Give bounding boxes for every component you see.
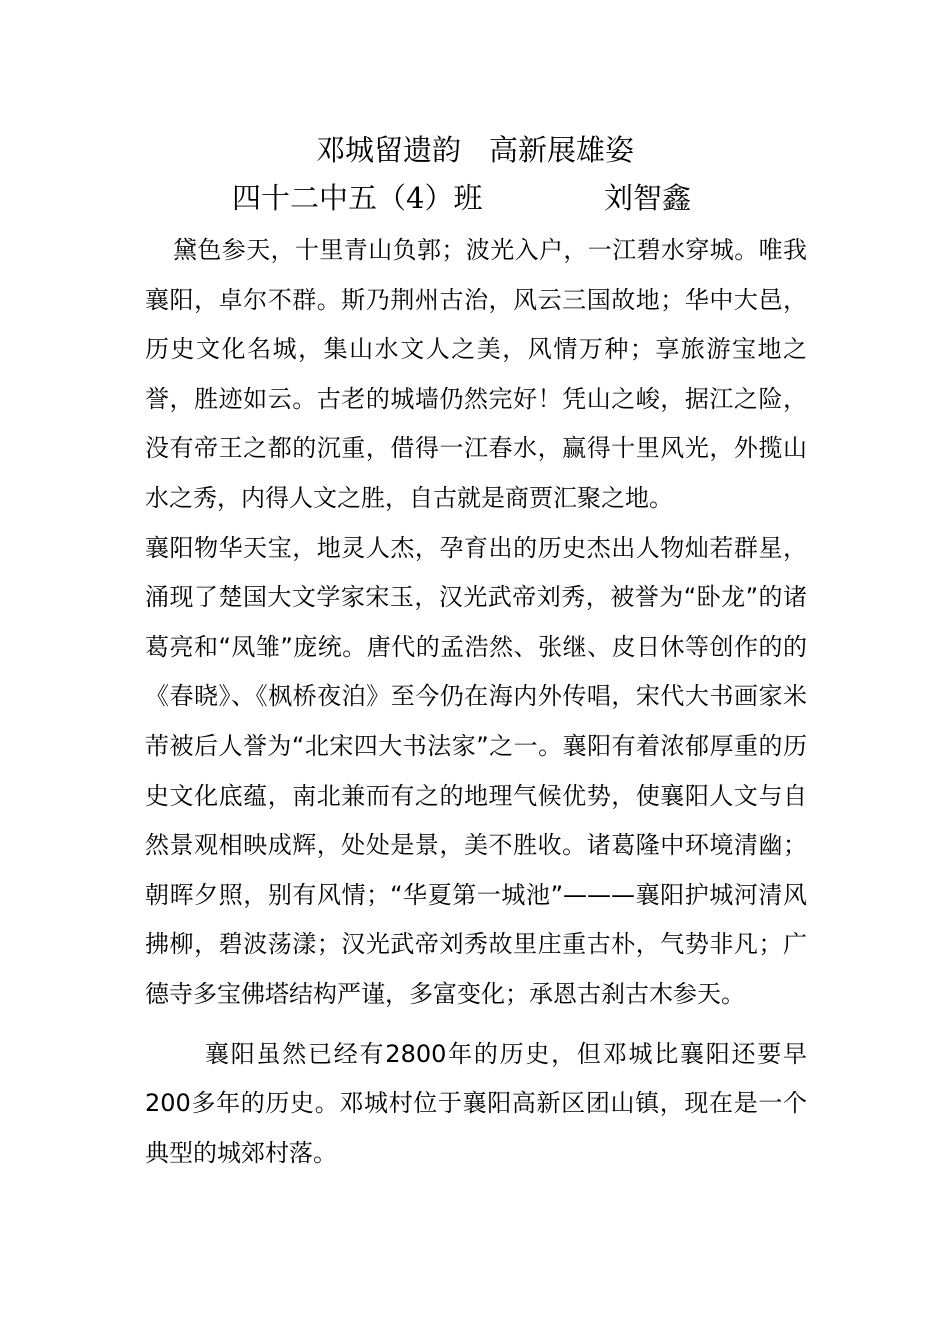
title-part-1: 邓城留遗韵 bbox=[315, 133, 461, 167]
document-body bbox=[145, 226, 807, 1178]
document-title bbox=[0, 132, 950, 168]
paragraph-1: 黛色参天，十里青山负郭；波光入户，一江碧水穿城。唯我襄阳，卓尔不群。斯乃荆州古治，风云三国故地；华中大邑，历史文化名城，集山水文人之美，风情万种；享旅游宝地之誉，胜迹如云。古老的城墙仍然完好！凭山之峻，据江之险，没有帝王之都的沉重，借得一江春水，赢得十里风光，外揽山水之秀，内得人文之胜，自古就是商贾汇聚之地。 bbox=[145, 236, 807, 512]
paragraph-3: 襄阳虽然已经有2800年的历史，但邓城比襄阳还要早200多年的历史。邓城村位于襄阳高新区团山镇，现在是一个典型的城郊村落。 bbox=[145, 1039, 807, 1167]
paragraph-2: 襄阳物华天宝，地灵人杰，孕育出的历史杰出人物灿若群星，涌现了楚国大文学家宋玉，汉光武帝刘秀，被誉为“卧龙”的诸葛亮和“凤雏”庞统。唐代的孟浩然、张继、皮日休等创作的的《春晓》、《枫桥夜泊》至今仍在海内外传唱，宋代大书画家米芾被后人誉为“北宋四大书法家”之一。襄阳有着浓郁厚重的历史文化底蕴，南北兼而有之的地理气候优势，使襄阳人文与自然景观相映成辉，处处是景，美不胜收。诸葛隆中环境清幽；朝晖夕照，别有风情；“华夏第一城池”———襄阳护城河清风拂柳，碧波荡漾；汉光武帝刘秀故里庄重古朴，气势非凡；广德寺多宝佛塔结构严谨，多富变化；承恩古刹古木参天。 bbox=[145, 533, 807, 1008]
byline-author: 刘智鑫 bbox=[604, 181, 692, 215]
byline-class: 四十二中五（4）班 bbox=[232, 181, 483, 215]
title-part-2: 高新展雄姿 bbox=[489, 133, 635, 167]
